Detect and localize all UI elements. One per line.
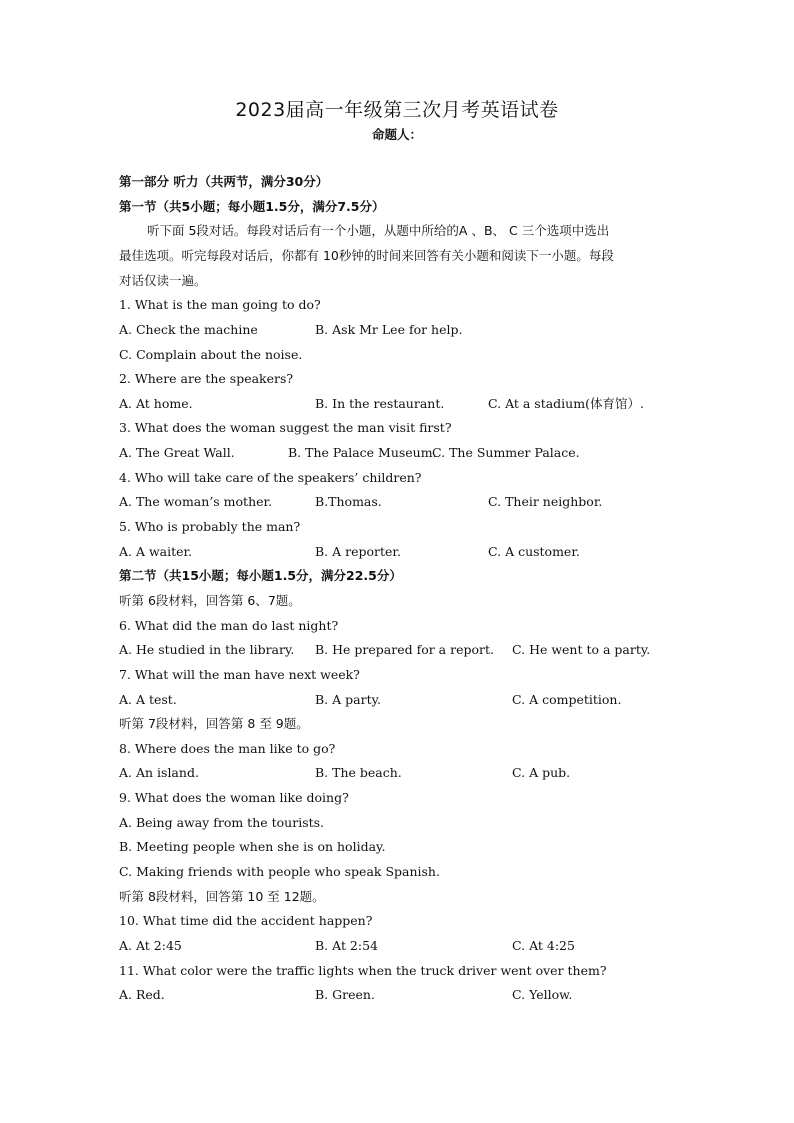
option-a: A. The woman’s mother.: [119, 494, 273, 510]
question-8: 8. Where does the man like to go?: [119, 740, 336, 756]
instructions-line-1: 听下面 5段对话。每段对话后有一个小题，从题中所给的A 、B、 C 三个选项中选出: [147, 223, 610, 239]
question-3-options: [119, 441, 679, 466]
option-a: A. At 2:45: [119, 937, 182, 953]
question-9-option-b: B. Meeting people when she is on holiday.: [119, 839, 386, 855]
question-11-options: [119, 983, 679, 1008]
question-1-options: [119, 318, 679, 343]
question-5-options: [119, 540, 679, 565]
option-c: C. A competition.: [512, 691, 622, 707]
question-6-options: [119, 638, 679, 663]
question-7-options: [119, 688, 679, 713]
question-8-options: [119, 761, 679, 786]
option-c: C. A pub.: [512, 765, 571, 781]
option-a: A. At home.: [119, 395, 193, 411]
option-a: A. A test.: [119, 691, 177, 707]
option-c: C. At a stadium(体育馆）.: [488, 395, 644, 411]
question-11: 11. What color were the traffic lights when the truck driver went over them?: [119, 962, 607, 978]
option-b: B. The Palace Museum.: [288, 445, 437, 461]
option-c: C. At 4:25: [512, 937, 575, 953]
question-9: 9. What does the woman like doing?: [119, 790, 349, 806]
exam-title: 2023届高一年级第三次月考英语试卷: [235, 99, 559, 121]
option-b: B. In the restaurant.: [315, 395, 445, 411]
material-7-note: 听第 7段材料，回答第 8 至 9题。: [119, 716, 309, 732]
option-c: C. He went to a party.: [512, 642, 651, 658]
section1-instructions: [119, 219, 679, 293]
question-9-option-a: A. Being away from the tourists.: [119, 814, 325, 830]
question-4-options: [119, 490, 679, 515]
part1-heading: 第一部分 听力（共两节，满分30分）: [119, 174, 329, 189]
option-b: B. Ask Mr Lee for help.: [315, 321, 463, 337]
option-b: B. At 2:54: [315, 937, 379, 953]
section1-heading: 第一节（共5小题；每小题1.5分，满分7.5分）: [119, 198, 385, 214]
option-a: A. Check the machine: [119, 321, 258, 337]
question-5: 5. Who is probably the man?: [119, 519, 301, 535]
option-b: B. Green.: [315, 987, 375, 1003]
question-6: 6. What did the man do last night?: [119, 617, 339, 633]
section2-heading: 第二节（共15小题；每小题1.5分，满分22.5分）: [119, 568, 402, 584]
instructions-line-2: 最佳选项。听完每段对话后，你都有 10秒钟的时间来回答有关小题和阅读下一小题。每段: [119, 247, 614, 263]
option-c: C. Their neighbor.: [488, 494, 603, 510]
question-1-option-c: [119, 343, 679, 368]
option-a: A. He studied in the library.: [119, 642, 295, 658]
question-9-option-c: C. Making friends with people who speak Spanish.: [119, 863, 440, 879]
option-b: B. He prepared for a report.: [315, 642, 494, 658]
instructions-line-3: 对话仅读一遍。: [119, 272, 207, 288]
author-label: 命题人：: [371, 127, 422, 142]
option-c: C. Complain about the noise.: [119, 346, 303, 362]
option-c: C. A customer.: [488, 543, 580, 559]
option-c: C. The Summer Palace.: [432, 445, 580, 461]
option-b: B. A party.: [315, 691, 381, 707]
question-1: 1. What is the man going to do?: [119, 297, 321, 313]
material-8-note: 听第 8段材料，回答第 10 至 12题。: [119, 888, 325, 904]
question-4: 4. Who will take care of the speakers’ children?: [119, 469, 422, 485]
question-10: 10. What time did the accident happen?: [119, 913, 373, 929]
option-a: A. An island.: [119, 765, 199, 781]
option-b: B.Thomas.: [315, 494, 382, 510]
option-c: C. Yellow.: [512, 987, 573, 1003]
question-3: 3. What does the woman suggest the man visit first?: [119, 420, 452, 436]
material-6-note: 听第 6段材料，回答第 6、7题。: [119, 592, 301, 608]
option-a: A. Red.: [119, 987, 165, 1003]
question-7: 7. What will the man have next week?: [119, 666, 360, 682]
exam-content: [119, 170, 679, 1008]
option-b: B. The beach.: [315, 765, 402, 781]
question-10-options: [119, 934, 679, 959]
option-b: B. A reporter.: [315, 543, 402, 559]
question-2: 2. Where are the speakers?: [119, 371, 294, 387]
question-2-options: [119, 392, 679, 417]
option-a: A. A waiter.: [119, 543, 193, 559]
option-a: A. The Great Wall.: [119, 445, 235, 461]
